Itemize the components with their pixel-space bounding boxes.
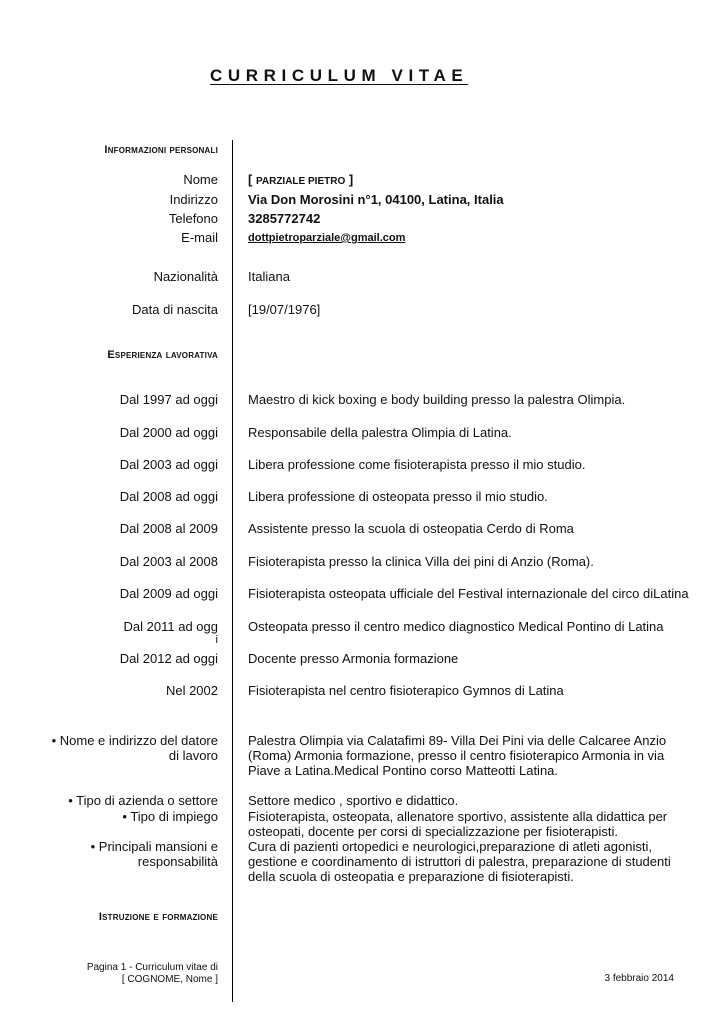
indirizzo-label: Indirizzo <box>169 192 218 207</box>
nascita-label: Data di nascita <box>132 302 218 317</box>
experience-text: Osteopata presso il centro medico diagnostico Medical Pontino di Latina <box>248 619 664 634</box>
nome-value: [ PARZIALE PIETRO ] <box>248 172 354 187</box>
telefono-value: 3285772742 <box>248 211 321 226</box>
experience-period: Dal 1997 ad oggi <box>119 392 218 407</box>
experience-text: Responsabile della palestra Olimpia di Latina. <box>248 425 512 440</box>
footer-date: 3 febbraio 2014 <box>604 973 674 984</box>
experience-period: Nel 2002 <box>165 683 218 698</box>
experience-period: Dal 2008 al 2009 <box>119 521 218 536</box>
section-experience: Esperienza lavorativa <box>107 349 218 361</box>
experience-period: Dal 2003 ad oggi <box>119 457 218 472</box>
email-value[interactable]: dottpietroparziale@gmail.com <box>248 232 406 244</box>
experience-period-wrap: i <box>215 634 218 646</box>
experience-text: Docente presso Armonia formazione <box>248 651 459 666</box>
document-title: CURRICULUM VITAE <box>210 66 469 85</box>
mansioni-value: Cura di pazienti ortopedici e neurologici,preparazione di atleti agonisti, gestione e coordinamento di istruttori di palestra, preparazione di studenti della scuola di osteopatia e preparazione di fisioterapisti. <box>248 839 671 884</box>
experience-text: Fisioterapista nel centro fisioterapico Gymnos di Latina <box>248 683 564 698</box>
nascita-value: [19/07/1976] <box>248 302 321 317</box>
experience-text: Maestro di kick boxing e body building presso la palestra Olimpia. <box>248 392 626 407</box>
nome-label: Nome <box>183 172 218 187</box>
impiego-value: Fisioterapista, osteopata, allenatore sportivo, assistente alla didattica per osteopati, docente per corsi di specializzazione per fisioterapisti. <box>248 809 668 839</box>
column-divider <box>232 140 233 1002</box>
experience-text: Assistente presso la scuola di osteopatia Cerdo di Roma <box>248 521 574 536</box>
azienda-value: Settore medico , sportivo e didattico. <box>248 793 459 808</box>
mansioni-label: • Principali mansioni e responsabilità <box>90 839 218 869</box>
section-personal-info: Informazioni personali <box>104 144 218 156</box>
footer-name: [ COGNOME, Nome ] <box>121 974 218 985</box>
datore-label: • Nome e indirizzo del datore di lavoro <box>51 733 218 763</box>
telefono-label: Telefono <box>168 211 218 226</box>
experience-text: Libera professione come fisioterapista presso il mio studio. <box>248 457 586 472</box>
experience-text: Libera professione di osteopata presso il mio studio. <box>248 489 548 504</box>
footer-left <box>87 962 218 986</box>
azienda-label: • Tipo di azienda o settore <box>68 793 218 808</box>
section-education: Istruzione e formazione <box>98 911 218 923</box>
experience-period: Dal 2008 ad oggi <box>119 489 218 504</box>
impiego-label: • Tipo di impiego <box>122 809 218 824</box>
experience-period: Dal 2009 ad oggi <box>119 586 218 601</box>
experience-text: Fisioterapista osteopata ufficiale del Festival internazionale del circo diLatina <box>248 586 689 601</box>
experience-period: Dal 2011 ad ogg <box>123 619 218 634</box>
experience-period: Dal 2003 al 2008 <box>119 554 218 569</box>
experience-period: Dal 2012 ad oggi <box>119 651 218 666</box>
experience-text: Fisioterapista presso la clinica Villa dei pini di Anzio (Roma). <box>248 554 594 569</box>
indirizzo-value: Via Don Morosini n°1, 04100, Latina, Italia <box>248 192 504 207</box>
datore-value: Palestra Olimpia via Calatafimi 89- Villa Dei Pini via delle Calcaree Anzio (Roma) Armonia formazione, presso il centro fisioterapico Armonia in via Piave a Latina.Medical Pontino corso Matteotti Latina. <box>248 733 667 778</box>
nazionalita-label: Nazionalità <box>153 269 218 284</box>
experience-period: Dal 2000 ad oggi <box>119 425 218 440</box>
email-label: E-mail <box>181 230 218 245</box>
nazionalita-value: Italiana <box>248 269 290 284</box>
footer-page: Pagina 1 - Curriculum vitae di <box>86 962 218 973</box>
